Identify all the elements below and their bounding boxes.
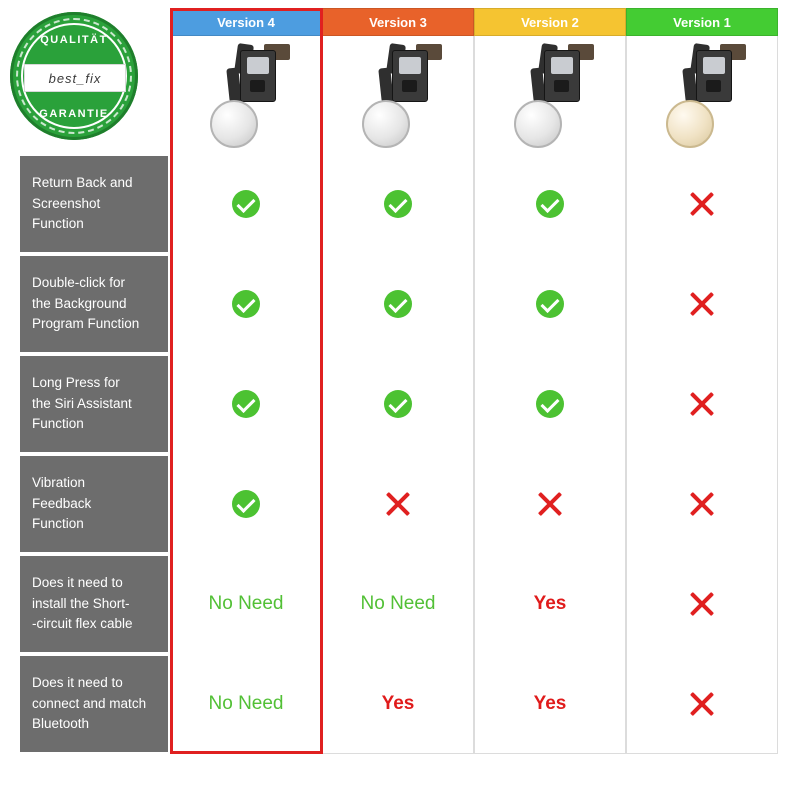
- row-label-vibration-feedback: [18, 454, 170, 554]
- check-icon: [232, 390, 260, 418]
- table-row: [18, 454, 170, 554]
- row-label-line: the Background: [32, 295, 127, 311]
- cell-text: Yes: [533, 692, 567, 714]
- comparison-grid: [18, 8, 778, 754]
- cross-icon: [685, 387, 719, 421]
- cell-r2-version-2: [474, 254, 626, 354]
- row-label-line: Does it need to: [32, 674, 123, 690]
- row-label-line: Double-click for: [32, 274, 126, 290]
- table-row: [18, 654, 170, 754]
- product-image-version-3: [322, 36, 474, 154]
- check-icon: [232, 490, 260, 518]
- check-icon: [384, 290, 412, 318]
- row-label-return-back-and-screenshot: [18, 154, 170, 254]
- cell-r1-version-2: [474, 154, 626, 254]
- check-icon: [536, 290, 564, 318]
- row-label-line: Function: [32, 516, 84, 532]
- row-label-line: Long Press for: [32, 374, 120, 390]
- table-row: [18, 254, 170, 354]
- row-label-long-press-siri: [18, 354, 170, 454]
- row-label-line: the Siri Assistant: [32, 395, 132, 411]
- column-header-version-4: Version 4: [170, 8, 322, 36]
- cell-r3-version-2: [474, 354, 626, 454]
- cell-r4-version-1: [626, 454, 778, 554]
- row-label-double-click-background-program: [18, 254, 170, 354]
- table-row: [18, 154, 170, 254]
- cell-r5-version-3: [322, 554, 474, 654]
- cell-r5-version-2: [474, 554, 626, 654]
- cell-r3-version-1: [626, 354, 778, 454]
- row-label-line: Screenshot: [32, 195, 101, 211]
- column-header-version-1: Version 1: [626, 8, 778, 36]
- check-icon: [232, 290, 260, 318]
- cell-text: Yes: [533, 593, 567, 614]
- product-image-version-2: [474, 36, 626, 154]
- cell-text: No Need: [208, 692, 284, 714]
- cell-r6-version-2: [474, 654, 626, 754]
- cell-r3-version-4: [170, 354, 322, 454]
- cross-icon: [685, 487, 719, 521]
- cell-r4-version-4: [170, 454, 322, 554]
- row-label-connect-and-match-bluetooth: [18, 654, 170, 754]
- cell-text: No Need: [208, 593, 284, 614]
- cell-r1-version-3: [322, 154, 474, 254]
- check-icon: [232, 190, 260, 218]
- cell-r6-version-3: [322, 654, 474, 754]
- row-label-line: Does it need to: [32, 574, 123, 590]
- badge-bottom-text: GARANTIE: [39, 108, 109, 120]
- cross-icon: [533, 487, 567, 521]
- row-label-line: Return Back and: [32, 174, 133, 190]
- cell-r2-version-3: [322, 254, 474, 354]
- row-label-line: Feedback: [32, 495, 92, 511]
- cell-r4-version-2: [474, 454, 626, 554]
- product-image-version-1: [626, 36, 778, 154]
- row-label-line: install the Short-: [32, 595, 130, 611]
- row-label-line: Function: [32, 216, 84, 232]
- product-image-version-4: [170, 36, 322, 154]
- cell-r1-version-1: [626, 154, 778, 254]
- cell-r2-version-4: [170, 254, 322, 354]
- cell-text: No Need: [360, 593, 436, 614]
- badge-top-text: QUALITÄT: [40, 34, 108, 46]
- column-header-version-3: Version 3: [322, 8, 474, 36]
- product-row-blank-cell: [18, 36, 170, 154]
- check-icon: [384, 190, 412, 218]
- cell-r6-version-1: [626, 654, 778, 754]
- column-header-version-2: Version 2: [474, 8, 626, 36]
- table-row: [18, 354, 170, 454]
- header-blank-cell: [18, 8, 170, 36]
- cell-r5-version-1: [626, 554, 778, 654]
- cross-icon: [685, 187, 719, 221]
- row-label-line: Bluetooth: [32, 716, 90, 732]
- cell-r4-version-3: [322, 454, 474, 554]
- row-label-line: -circuit flex cable: [32, 616, 133, 632]
- check-icon: [536, 190, 564, 218]
- cross-icon: [381, 487, 415, 521]
- cell-r5-version-4: [170, 554, 322, 654]
- cell-r2-version-1: [626, 254, 778, 354]
- row-label-line: Function: [32, 416, 84, 432]
- cell-text: Yes: [381, 692, 415, 714]
- cell-r6-version-4: [170, 654, 322, 754]
- row-label-line: connect and match: [32, 695, 147, 711]
- cross-icon: [685, 687, 719, 721]
- check-icon: [536, 390, 564, 418]
- cell-r3-version-3: [322, 354, 474, 454]
- cross-icon: [685, 587, 719, 621]
- row-label-short-circuit-flex-cable: [18, 554, 170, 654]
- check-icon: [384, 390, 412, 418]
- badge-brand-label: best_fix: [24, 64, 126, 92]
- row-label-line: Vibration: [32, 474, 86, 490]
- row-label-line: Program Function: [32, 316, 140, 332]
- cross-icon: [685, 287, 719, 321]
- table-row: [18, 554, 170, 654]
- comparison-table: [18, 8, 782, 760]
- cell-r1-version-4: [170, 154, 322, 254]
